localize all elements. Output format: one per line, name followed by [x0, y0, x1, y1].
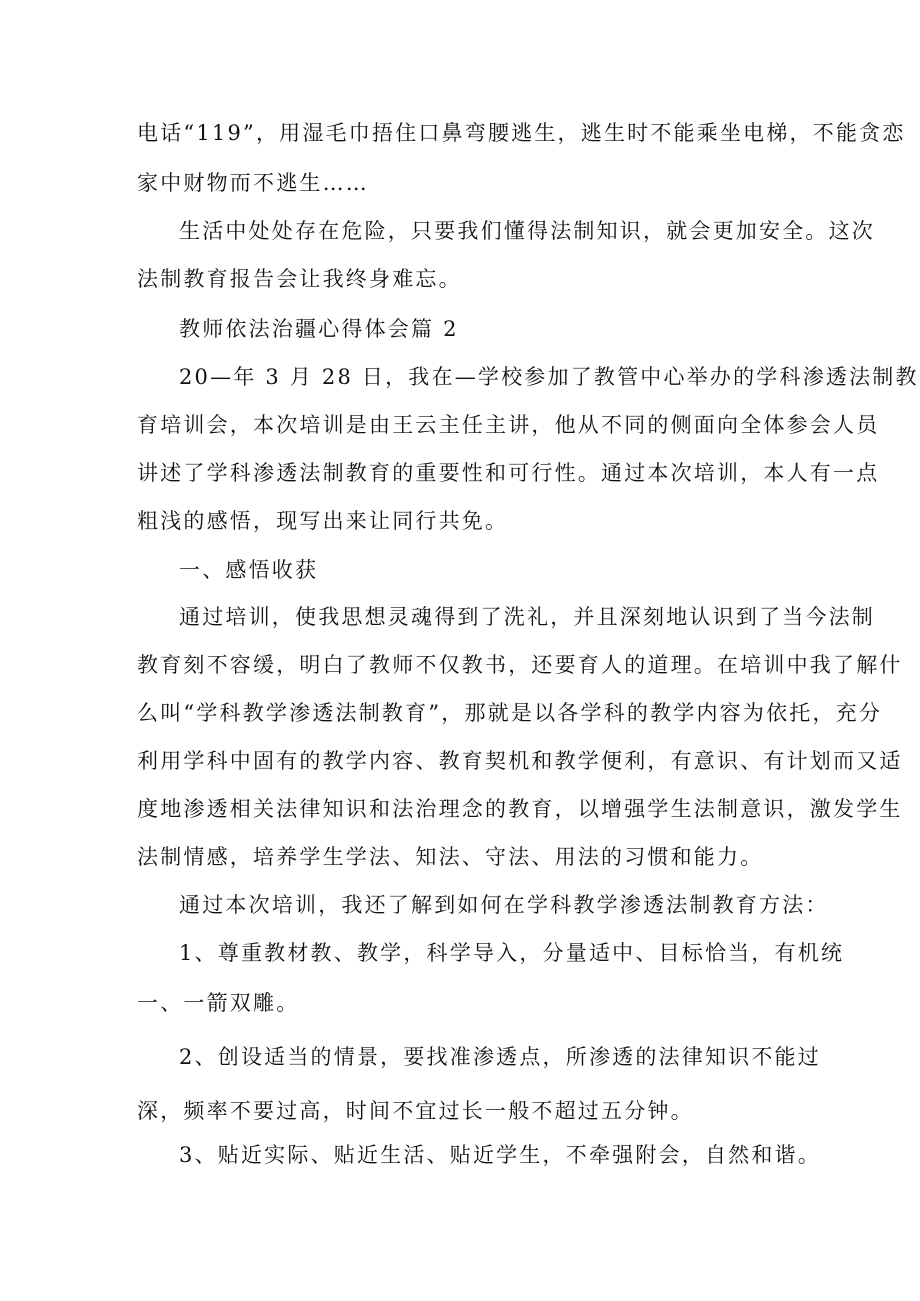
- text-line: 通过本次培训，我还了解到如何在学科教学渗透法制教育方法：: [179, 893, 829, 917]
- list-item: 1、尊重教材教、教学，科学导入，分量适中、目标恰当，有机统: [179, 941, 845, 965]
- list-item: 2、创设适当的情景，要找准渗透点，所渗透的法律知识不能过: [179, 1045, 821, 1069]
- text-line: 讲述了学科渗透法制教育的重要性和可行性。通过本次培训，本人有一点: [137, 461, 880, 485]
- text-line: 家中财物而不逃生……: [137, 171, 369, 195]
- text-line: 法制教育报告会让我终身难忘。: [137, 267, 462, 291]
- text-line: 生活中处处存在危险，只要我们懂得法制知识，就会更加安全。这次: [179, 219, 875, 243]
- text-line: 度地渗透相关法律知识和法治理念的教育，以增强学生法制意识，激发学生: [137, 797, 903, 821]
- section-heading: 教师依法治疆心得体会篇 2: [179, 317, 459, 341]
- text-line: 一、一箭双雕。: [137, 991, 300, 1015]
- text-line: 教育刻不容缓，明白了教师不仅教书，还要育人的道理。在培训中我了解什: [137, 653, 903, 677]
- text-line: 育培训会，本次培训是由王云主任主讲，他从不同的侧面向全体参会人员: [137, 413, 880, 437]
- text-line: 粗浅的感悟，现写出来让同行共免。: [137, 509, 509, 533]
- text-line: 么叫“学科教学渗透法制教育”，那就是以各学科的教学内容为依托，充分: [137, 701, 883, 725]
- subsection-heading: 一、感悟收获: [179, 558, 319, 582]
- text-line: 法制情感，培养学生学法、知法、守法、用法的习惯和能力。: [137, 845, 764, 869]
- text-line: 通过培训，使我思想灵魂得到了洗礼，并且深刻地认识到了当今法制: [179, 605, 875, 629]
- list-item: 3、贴近实际、贴近生活、贴近学生，不牵强附会，自然和谐。: [179, 1143, 821, 1167]
- text-line: 电话“119”，用湿毛巾捂住口鼻弯腰逃生，逃生时不能乘坐电梯，不能贪恋: [137, 121, 906, 145]
- text-line: 深，频率不要过高，时间不宜过长一般不超过五分钟。: [137, 1099, 694, 1123]
- text-line: 20—年 3 月 28 日，我在—学校参加了教管中心举办的学科渗透法制教: [179, 365, 919, 389]
- text-line: 利用学科中固有的教学内容、教育契机和教学便利，有意识、有计划而又适: [137, 749, 903, 773]
